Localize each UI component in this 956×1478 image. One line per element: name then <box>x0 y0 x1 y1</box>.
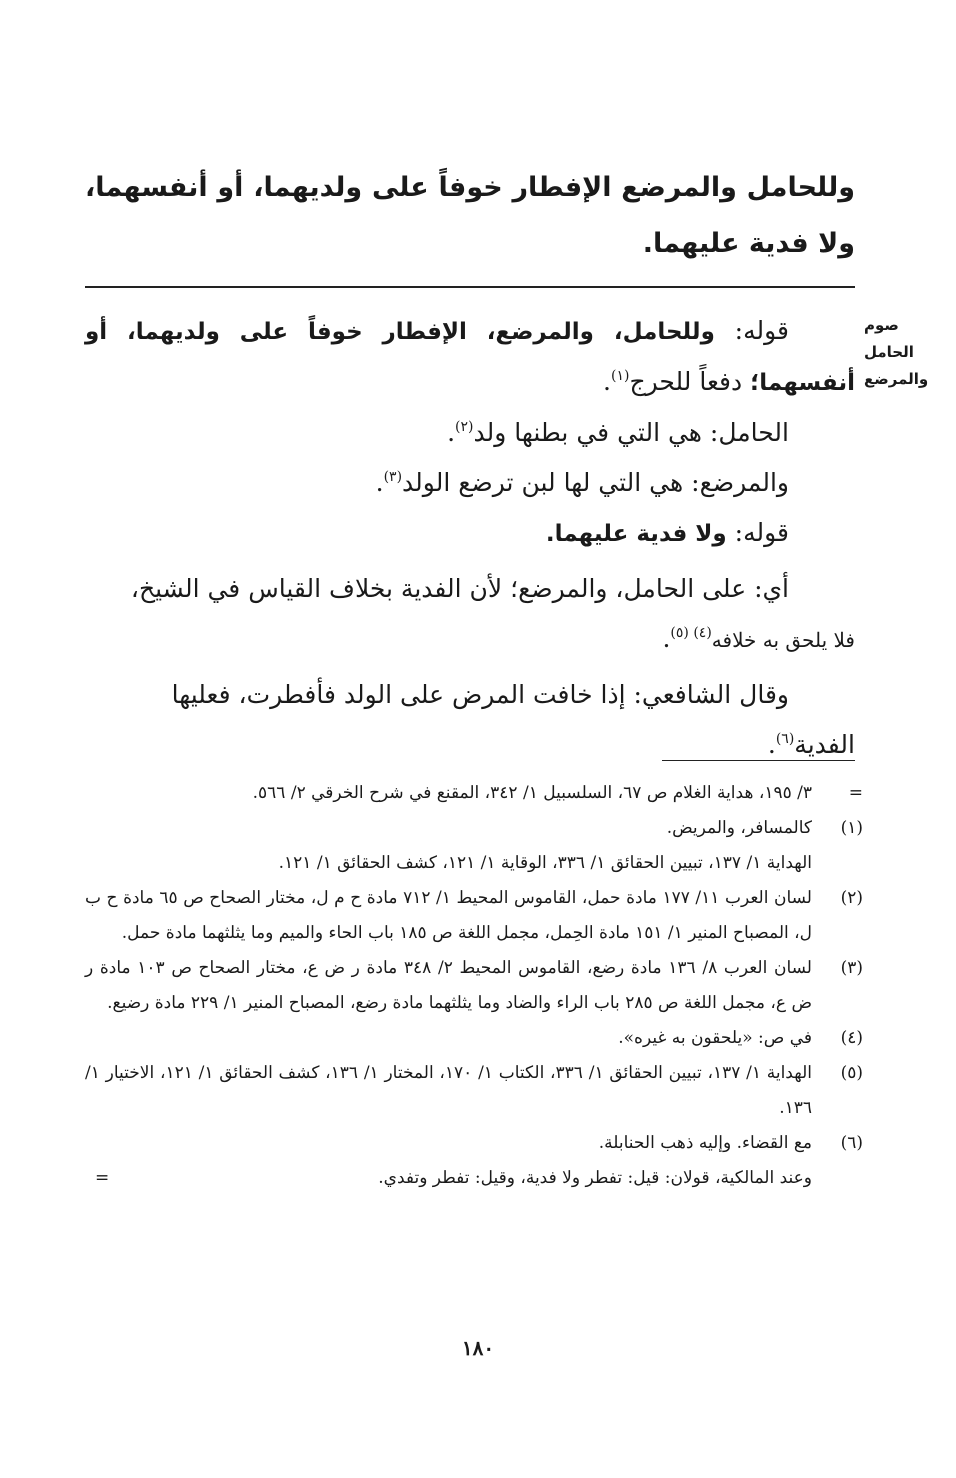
footnote-text: كالمسافر، والمريض. <box>666 818 812 838</box>
footnote-number: (٢) <box>840 888 863 908</box>
footnotes <box>85 776 867 1196</box>
definition-text: الحامل: هي التي في بطنها ولد <box>473 418 789 447</box>
main-text: وللحامل والمرضع الإفطار خوفاً على ولديهما، أو أنفسهما، ولا فدية عليهما. <box>85 172 855 259</box>
footnote-text: وعند المالكية، قولان: قيل: تفطر ولا فدية، وقيل: تفطر وتفدي. <box>378 1168 812 1188</box>
quoted-text: وللحامل، والمرضع، الإفطار خوفاً على ولديهما، أو أنفسهما؛ <box>85 319 855 396</box>
footnote-number: (٥) <box>840 1063 863 1083</box>
footnote-ref-3[interactable]: (٣) <box>383 469 403 485</box>
commentary <box>85 306 855 770</box>
commentary-text: وقال الشافعي: إذا خافت المرض على الولد فأفطرت، فعليها <box>171 680 789 709</box>
definition-text: والمرضع: هي التي لها لبن ترضع الولد <box>402 468 789 497</box>
footnote-text: لسان العرب ٨/ ١٣٦ مادة رضع، القاموس المحيط ٢/ ٣٤٨ مادة ر ض ع، مختار الصحاح ص ١٠٣ مادة ر ض ع، مجمل اللغة ص ٢٨٥ باب الراء والضاد وما يثلثهما مادة رضع، المصباح المنير ١/ ٢٢٩ مادة رضيع. <box>85 958 812 1013</box>
commentary-paragraph-2 <box>85 408 855 458</box>
continuation-mark: = <box>95 1168 110 1188</box>
commentary-paragraph-5 <box>85 564 855 614</box>
period: . <box>375 468 384 497</box>
footnote-2 <box>85 881 867 951</box>
footnote-number: (٤) <box>840 1028 863 1048</box>
quote-lead: قوله: <box>714 316 789 345</box>
quoted-text: ولا فدية عليهما. <box>545 521 727 547</box>
footnote-continuation <box>85 776 867 811</box>
footnote-text: الهداية ١/ ١٣٧، تبيين الحقائق ١/ ٣٣٦، الكتاب ١/ ١٧٠، المختار ١/ ١٣٦، كشف الحقائق ١/ ١٢١، الاختيار ١/ ١٣٦. <box>85 1063 812 1118</box>
footnote-number: (٣) <box>840 958 863 978</box>
commentary-text: دفعاً للحرج <box>629 367 751 396</box>
commentary-paragraph-4 <box>85 508 855 559</box>
footnote-text: الهداية ١/ ١٣٧، تبيين الحقائق ١/ ٣٣٦، الوقاية ١/ ١٢١، كشف الحقائق ١/ ١٢١. <box>278 853 812 873</box>
footnote-5 <box>85 1056 867 1126</box>
commentary-paragraph-3 <box>85 458 855 508</box>
page-number: ١٨٠ <box>461 1336 495 1360</box>
separator-line <box>85 286 855 288</box>
commentary-text: الفدية <box>794 730 855 759</box>
continuation-mark: = <box>848 783 863 803</box>
footnote-separator <box>662 760 855 761</box>
footnote-number: (٦) <box>840 1133 863 1153</box>
footnote-number: (١) <box>840 818 863 838</box>
period: . <box>767 730 776 759</box>
footnote-text: مع القضاء. وإليه ذهب الحنابلة. <box>598 1133 812 1153</box>
footnote-text: ٣/ ١٩٥، هداية الغلام ص ٦٧، السلسبيل ١/ ٣٤٢، المقنع في شرح الخرقي ٢/ ٥٦٦. <box>252 783 812 803</box>
commentary-paragraph-6-continued <box>85 720 855 770</box>
footnote-ref-1[interactable]: (١) <box>610 368 630 384</box>
commentary-text: فلا يلحق به خلافه <box>711 628 855 652</box>
footnote-1 <box>85 811 867 881</box>
footnote-ref-2[interactable]: (٢) <box>455 419 474 435</box>
commentary-paragraph-5-continued <box>85 614 855 665</box>
footnote-3 <box>85 951 867 1021</box>
footnote-text: لسان العرب ١١/ ١٧٧ مادة حمل، القاموس المحيط ١/ ٧١٢ مادة ح م ل، مختار الصحاح ص ٦٥ مادة ح ب ل، المصباح المنير ١/ ١٥١ مادة الحِمل، مجمل اللغة ص ١٨٥ باب الحاء والميم وما يثلثهما مادة حمل. <box>85 888 812 943</box>
footnote-ref-4-5[interactable]: (٤) (٥) <box>670 625 712 641</box>
commentary-paragraph-1 <box>85 306 855 408</box>
commentary-paragraph-6 <box>85 670 855 720</box>
footnote-text: في ص: «يلحقون به غيره». <box>618 1028 812 1048</box>
quote-lead: قوله: <box>726 518 789 547</box>
footnote-ref-6[interactable]: (٦) <box>775 731 795 747</box>
margin-heading-line-2: الحامل <box>864 343 914 361</box>
period: . <box>662 624 671 653</box>
margin-heading <box>864 312 936 393</box>
commentary-text: أي: على الحامل، والمرضع؛ لأن الفدية بخلاف القياس في الشيخ، <box>130 574 789 603</box>
period: . <box>603 367 611 396</box>
footnote-6 <box>85 1126 867 1196</box>
margin-heading-line-3: والمرضع <box>864 370 929 388</box>
margin-heading-line-1: صوم <box>864 316 899 334</box>
period: . <box>447 418 456 447</box>
footnote-4 <box>85 1021 867 1056</box>
